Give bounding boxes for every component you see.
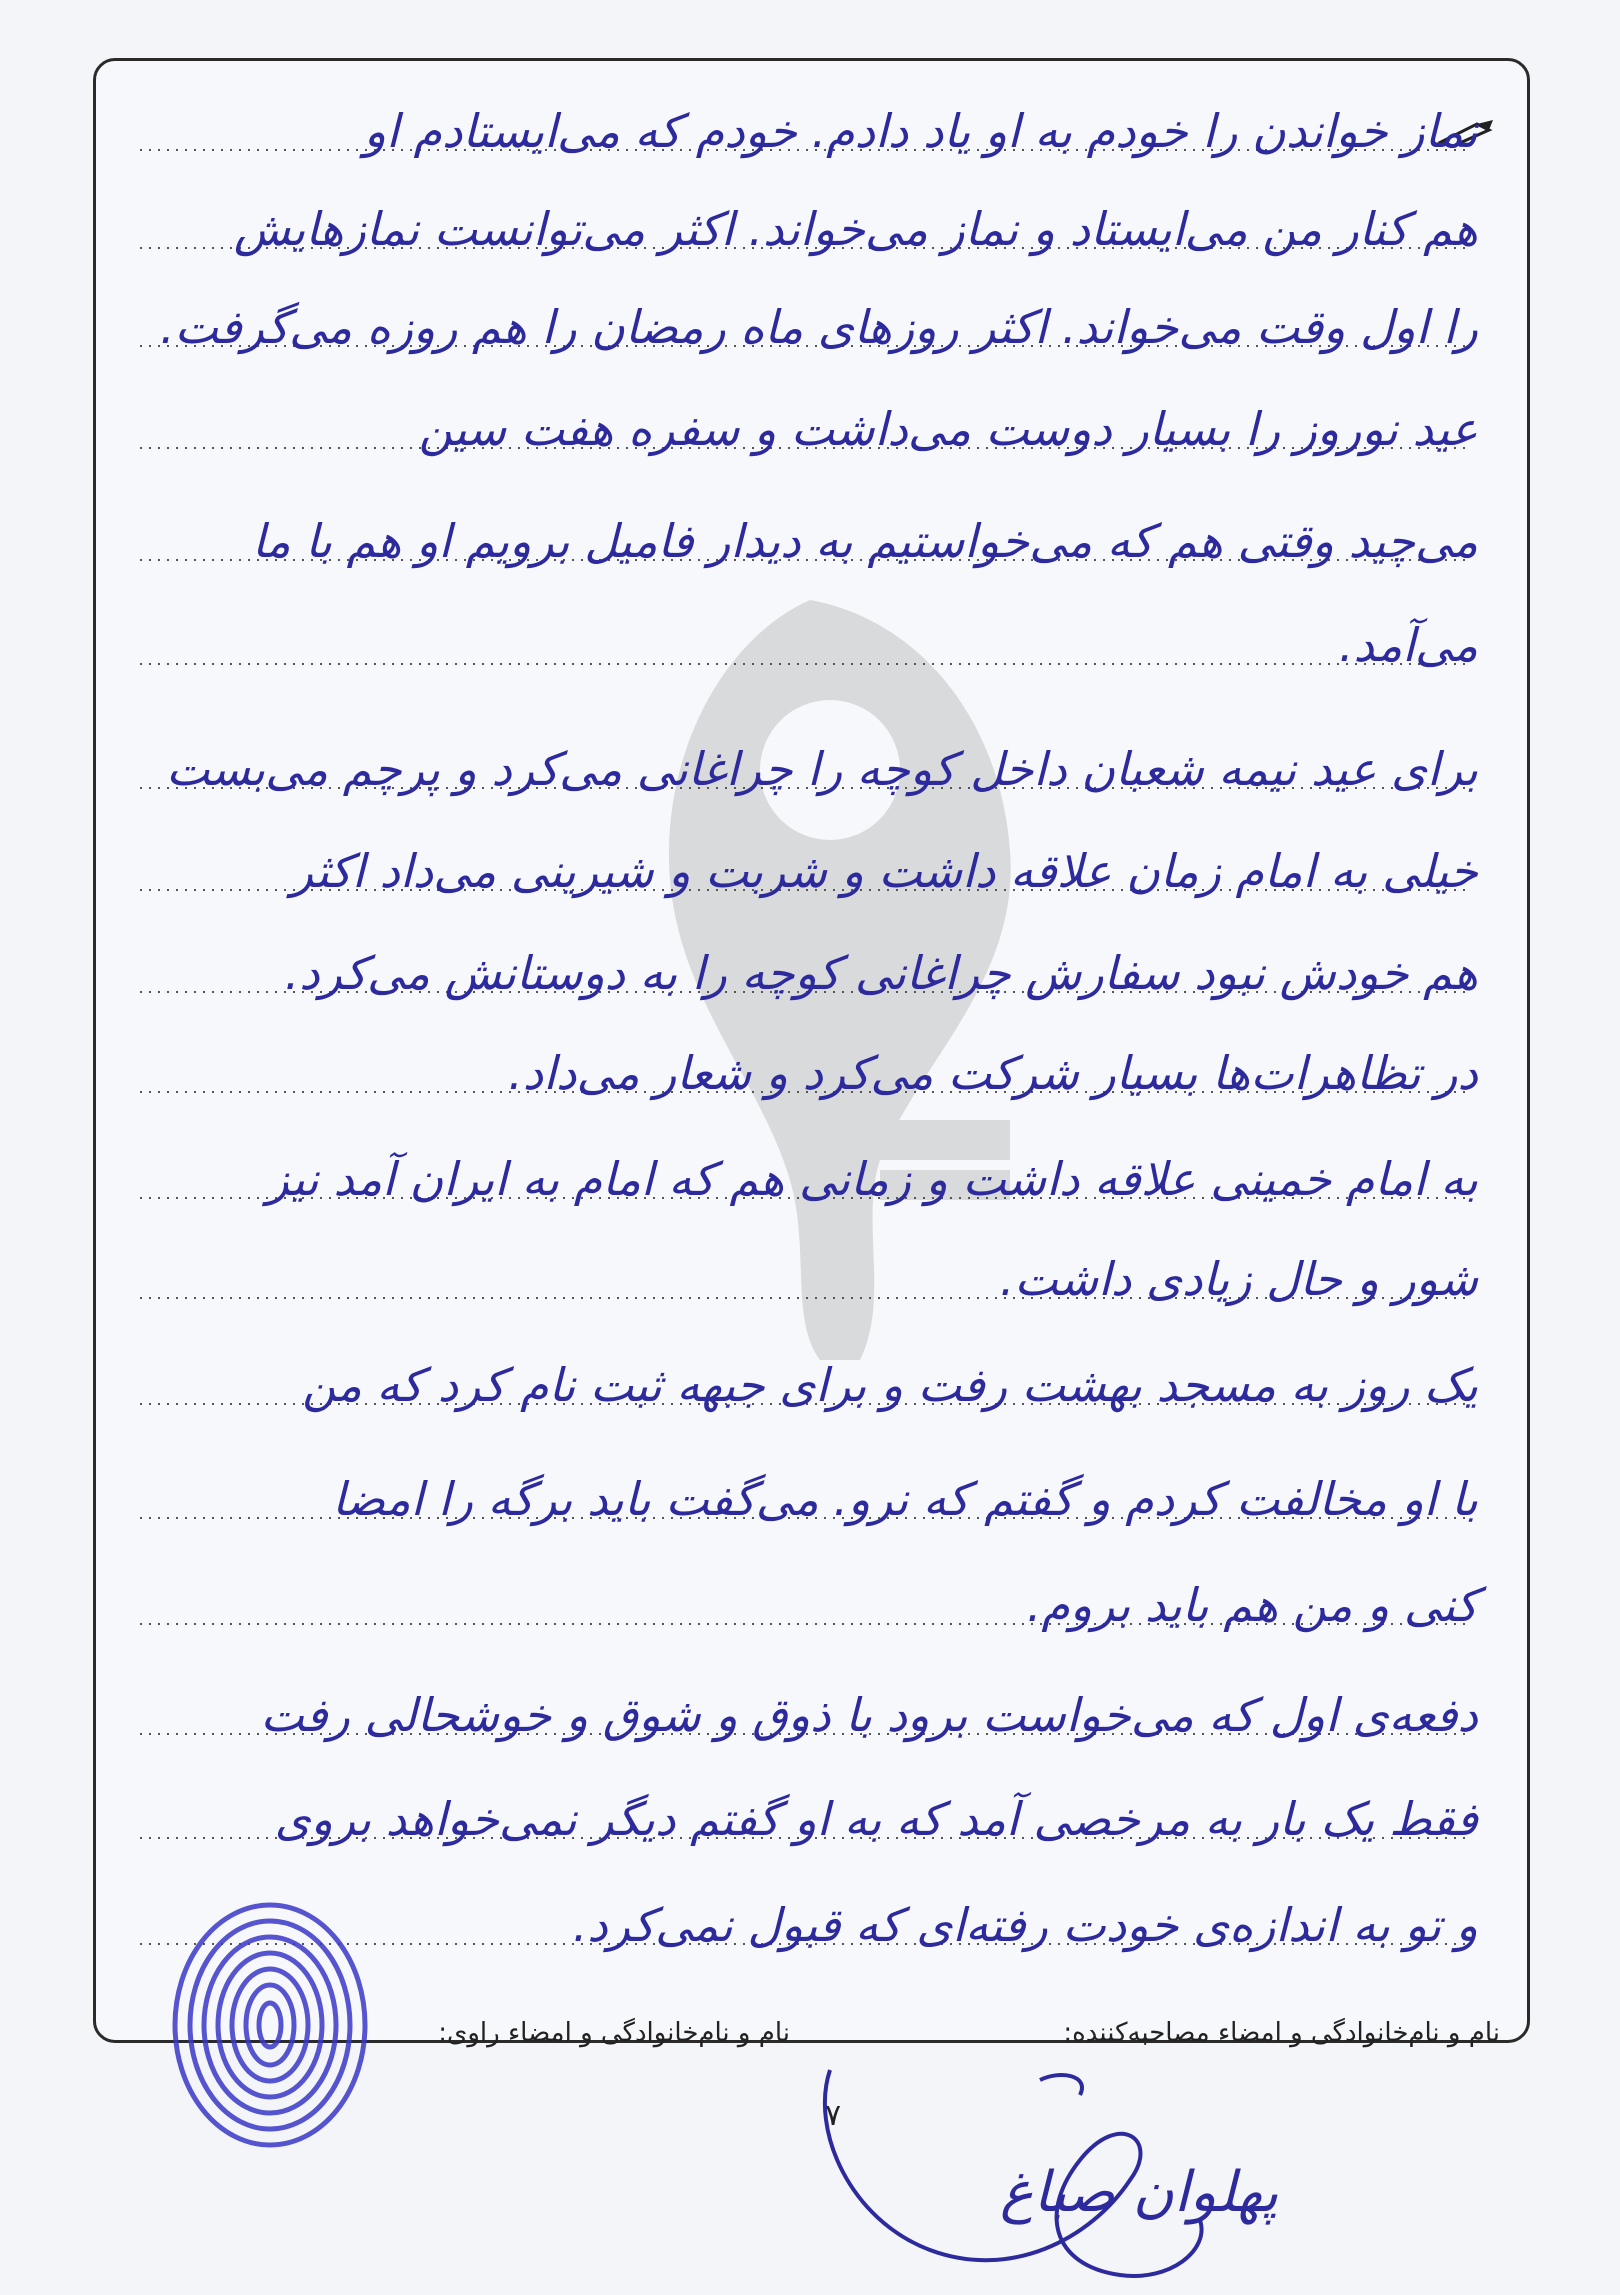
fingerprint-stamp [165, 1895, 375, 2155]
handwritten-line-3: را اول وقت می‌خواند. اکثر روزهای ماه رمضان را هم روزه می‌گرفت. [160, 300, 1478, 354]
page-number: ۷ [825, 2098, 842, 2133]
handwritten-line-5: می‌چید وقتی هم که می‌خواستیم به دیدار فامیل برویم او هم با ما [251, 514, 1478, 568]
handwritten-line-6: می‌آمد. [1338, 618, 1478, 672]
interviewer-signature-label: نام و نام‌خانوادگی و امضاء مصاحبه‌کننده: [1063, 2018, 1500, 2048]
handwritten-line-14: با او مخالفت کردم و گفتم که نرو. می‌گفت باید برگه را امضا [332, 1472, 1478, 1526]
narrator-signature-label: نام و نام‌خانوادگی و امضاء راوی: [438, 2018, 790, 2048]
handwritten-line-17: فقط یک بار به مرخصی آمد که به او گفتم دیگر نمی‌خواهد بروی [274, 1792, 1478, 1846]
handwritten-line-11: به امام خمینی علاقه داشت و زمانی هم که امام به ایران آمد نیز [266, 1152, 1478, 1206]
handwritten-line-1: نماز خواندن را خودم به او یاد دادم. خودم که می‌ایستادم او [363, 104, 1478, 158]
handwritten-line-12: شور و حال زیادی داشت. [999, 1252, 1478, 1306]
handwritten-line-9: هم خودش نبود سفارش چراغانی کوچه را به دوستانش می‌کرد. [284, 946, 1478, 1000]
handwritten-line-2: هم کنار من می‌ایستاد و نماز می‌خواند. اکثر می‌توانست نمازهایش [233, 202, 1478, 256]
handwritten-line-10: در تظاهرات‌ها بسیار شرکت می‌کرد و شعار می‌داد. [508, 1046, 1478, 1100]
handwritten-line-4: عید نوروز را بسیار دوست می‌داشت و سفره هفت سین [418, 402, 1478, 456]
handwritten-line-7: برای عید نیمه شعبان داخل کوچه را چراغانی می‌کرد و پرچم می‌بست [166, 742, 1478, 796]
handwritten-line-15: کنی و من هم باید بروم. [1026, 1578, 1478, 1632]
handwritten-line-8: خیلی به امام زمان علاقه داشت و شربت و شیرینی می‌داد اکثر [290, 844, 1478, 898]
handwritten-line-13: یک روز به مسجد بهشت رفت و برای جبهه ثبت نام کرد که من [302, 1358, 1478, 1412]
handwritten-signature-name: پهلوان صباغ [1000, 2160, 1279, 2225]
handwritten-line-18: و تو به اندازه‌ی خودت رفته‌ای که قبول نمی‌کرد. [572, 1898, 1478, 1952]
handwritten-line-16: دفعه‌ی اول که می‌خواست برود با ذوق و شوق و خوشحالی رفت [260, 1688, 1478, 1742]
